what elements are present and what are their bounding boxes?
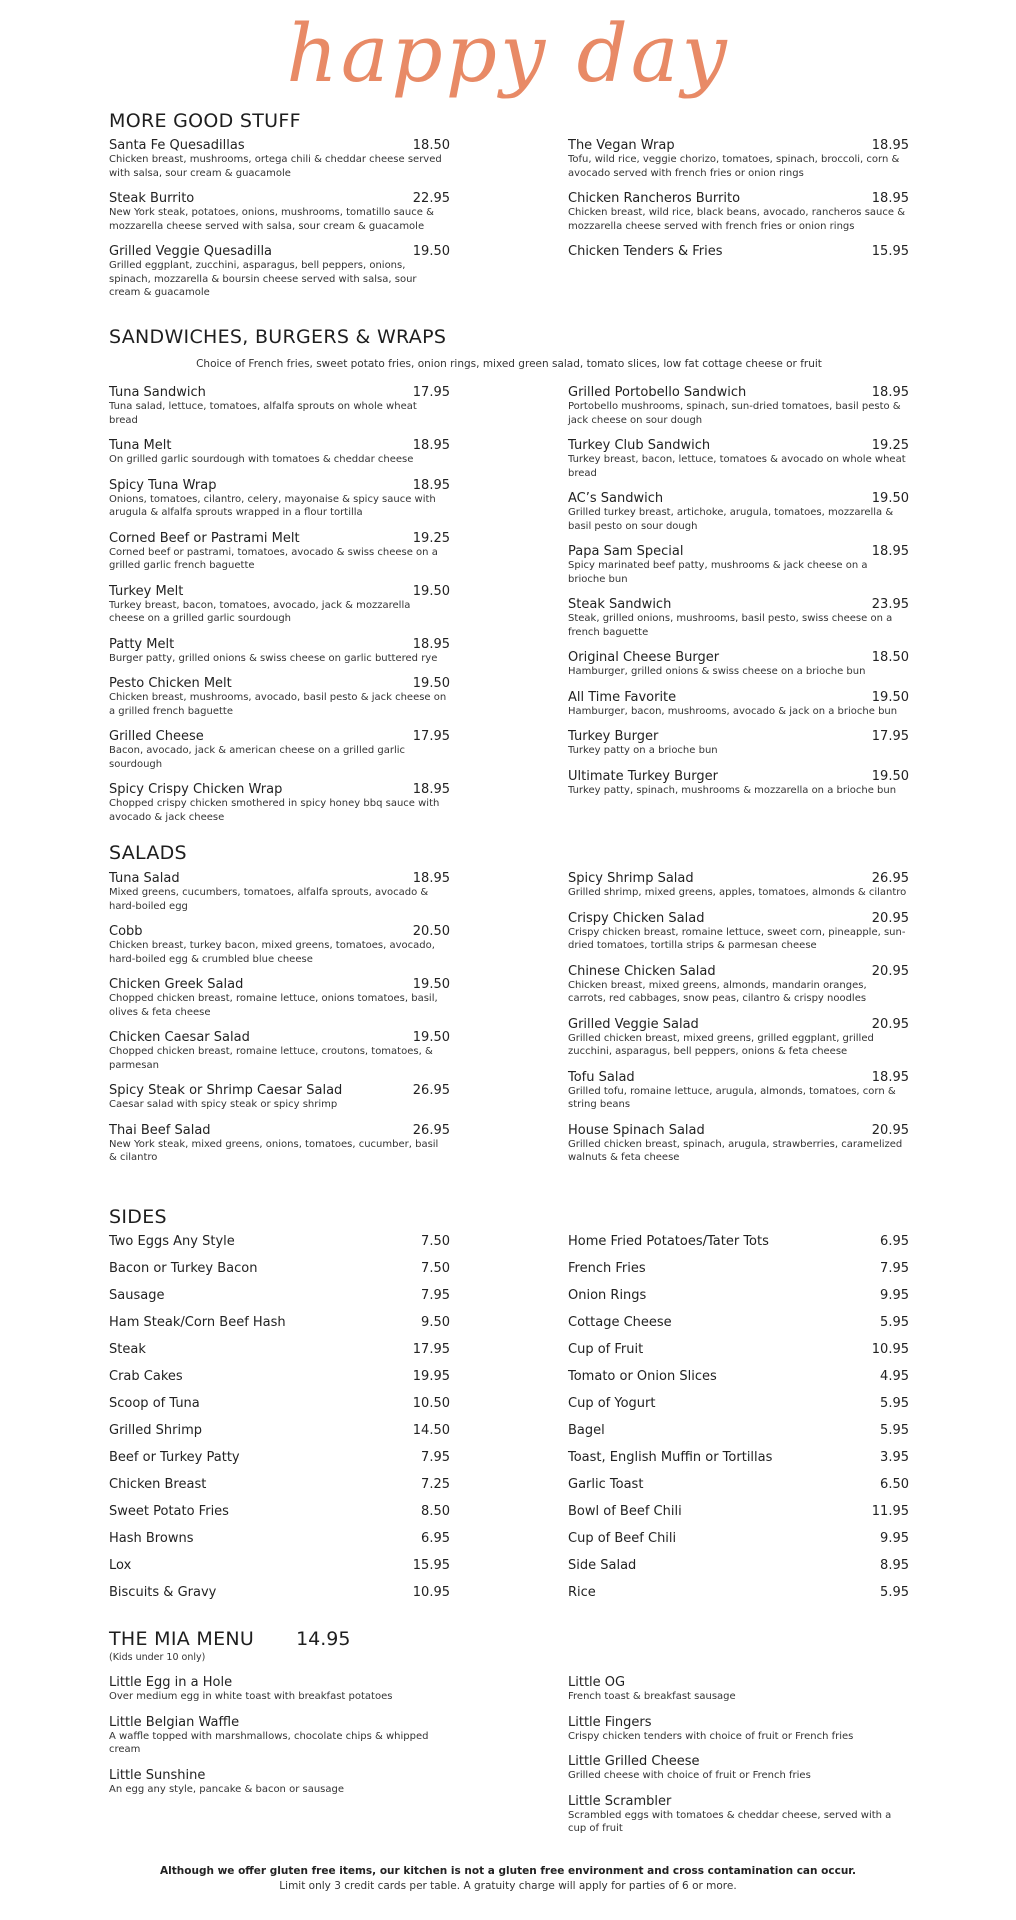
- item-price: 20.50: [412, 924, 450, 939]
- side-item: [568, 1531, 909, 1558]
- item-name: Onion Rings: [568, 1288, 647, 1303]
- side-item: [109, 1369, 450, 1396]
- item-name: Toast, English Muffin or Tortillas: [568, 1450, 773, 1465]
- item-description: Mixed greens, cucumbers, tomatoes, alfalfa sprouts, avocado & hard-boiled egg: [109, 887, 429, 912]
- menu-item: [109, 676, 450, 718]
- item-price: 11.95: [871, 1504, 909, 1519]
- item-name: Cup of Yogurt: [568, 1396, 656, 1411]
- item-description: Grilled turkey breast, artichoke, arugula, tomatoes, mozzarella & basil pesto on sour dough: [568, 507, 894, 532]
- item-name: Bowl of Beef Chili: [568, 1504, 682, 1519]
- mia-menu-subtitle: (Kids under 10 only): [109, 1652, 206, 1663]
- item-price: 10.95: [412, 1585, 450, 1600]
- item-description: Crispy chicken breast, romaine lettuce, sweet corn, pineapple, sun-dried tomatoes, tortilla strips & parmesan cheese: [568, 926, 906, 951]
- side-item: [568, 1450, 909, 1477]
- item-name: Grilled Veggie Quesadilla: [109, 244, 273, 259]
- side-item: [568, 1504, 909, 1531]
- menu-item: [109, 1768, 450, 1797]
- menu-item: [109, 782, 450, 824]
- item-price: 8.50: [421, 1504, 450, 1519]
- item-description: Chicken breast, wild rice, black beans, avocado, rancheros sauce & mozzarella cheese served with french fries or onion rings: [568, 207, 906, 232]
- item-description: Chopped crispy chicken smothered in spicy honey bbq sauce with avocado & jack cheese: [109, 798, 440, 823]
- item-price: 7.50: [421, 1234, 450, 1249]
- item-price: 19.25: [871, 438, 909, 453]
- side-item: [568, 1288, 909, 1315]
- item-description: On grilled garlic sourdough with tomatoes & cheddar cheese: [109, 454, 414, 465]
- item-description: Chopped chicken breast, romaine lettuce, croutons, tomatoes, & parmesan: [109, 1046, 433, 1071]
- menu-item: [568, 1715, 909, 1744]
- item-description: Chicken breast, mixed greens, almonds, mandarin oranges, carrots, red cabbages, snow peas, cilantro & crispy noodles: [568, 979, 867, 1004]
- item-price: 8.95: [880, 1558, 909, 1573]
- item-price: 18.95: [412, 636, 450, 652]
- item-price: 14.50: [412, 1423, 450, 1438]
- mia-menu-left-column: [109, 1675, 450, 1836]
- menu-item: [568, 385, 909, 427]
- item-price: 20.95: [871, 1122, 909, 1138]
- menu-item: [109, 1123, 450, 1165]
- mia-menu-right-column: [568, 1675, 909, 1836]
- menu-item: [568, 964, 909, 1006]
- item-name: Grilled Cheese: [109, 729, 204, 744]
- menu-item: [109, 729, 450, 771]
- gluten-notice: Although we offer gluten free items, our kitchen is not a gluten free environment and cross contamination can occur.: [160, 1865, 856, 1877]
- mia-menu-section: [109, 1628, 909, 1836]
- side-item: [568, 1396, 909, 1423]
- item-name: Cobb: [109, 924, 143, 939]
- item-name: Little Egg in a Hole: [109, 1675, 233, 1690]
- mia-menu-price: 14.95: [296, 1628, 351, 1650]
- item-price: 18.95: [412, 438, 450, 453]
- item-description: Hamburger, bacon, mushrooms, avocado & jack on a brioche bun: [568, 705, 898, 717]
- item-name: All Time Favorite: [568, 689, 677, 705]
- item-name: Corned Beef or Pastrami Melt: [109, 530, 300, 546]
- sandwiches-left-column: [109, 385, 450, 824]
- item-name: Two Eggs Any Style: [109, 1234, 235, 1249]
- section-title: MORE GOOD STUFF: [109, 110, 301, 132]
- item-description: Tofu, wild rice, veggie chorizo, tomatoes, spinach, broccoli, corn & avocado served with french fries or onion rings: [568, 154, 900, 179]
- item-price: 9.95: [880, 1288, 909, 1303]
- item-name: Steak Burrito: [109, 191, 195, 206]
- menu-item: [109, 1675, 450, 1704]
- item-name: Chicken Rancheros Burrito: [568, 191, 741, 206]
- item-price: 20.95: [871, 910, 909, 926]
- menu-item: [568, 1017, 909, 1059]
- side-item: [109, 1558, 450, 1585]
- item-description: French toast & breakfast sausage: [568, 1691, 736, 1702]
- item-price: 4.95: [880, 1369, 909, 1384]
- section-title: SALADS: [109, 842, 187, 864]
- item-name: Chicken Caesar Salad: [109, 1030, 250, 1045]
- side-item: [109, 1585, 450, 1612]
- item-name: Grilled Portobello Sandwich: [568, 385, 747, 400]
- item-price: 5.95: [880, 1396, 909, 1411]
- brand-logo: happy day: [286, 7, 730, 100]
- item-name: Beef or Turkey Patty: [109, 1450, 240, 1465]
- side-item: [109, 1261, 450, 1288]
- item-name: Tuna Sandwich: [109, 385, 206, 400]
- menu-item: [568, 138, 909, 180]
- item-description: Over medium egg in white toast with breakfast potatoes: [109, 1691, 393, 1702]
- item-name: Chicken Tenders & Fries: [568, 244, 723, 259]
- item-price: 19.95: [412, 1369, 450, 1384]
- section-note: Choice of French fries, sweet potato fries, onion rings, mixed green salad, tomato slices, low fat cottage cheese or fruit: [196, 358, 822, 370]
- item-price: 3.95: [880, 1450, 909, 1465]
- menu-item: [568, 729, 909, 758]
- section-title: SIDES: [109, 1206, 167, 1228]
- menu-item: [568, 244, 909, 259]
- item-price: 18.95: [871, 1069, 909, 1085]
- item-description: Grilled eggplant, zucchini, asparagus, bell peppers, onions, spinach, mozzarella & boursin cheese served with salsa, sour cream & guacamole: [109, 260, 417, 298]
- item-name: Chicken Greek Salad: [109, 977, 244, 992]
- side-item: [109, 1531, 450, 1558]
- menu-item: [568, 911, 909, 953]
- item-description: Grilled tofu, romaine lettuce, arugula, almonds, tomatoes, corn & string beans: [568, 1085, 896, 1110]
- item-description: Grilled cheese with choice of fruit or French fries: [568, 1770, 811, 1781]
- item-description: Tuna salad, lettuce, tomatoes, alfalfa sprouts on whole wheat bread: [109, 401, 417, 426]
- side-item: [568, 1369, 909, 1396]
- item-price: 18.50: [412, 138, 450, 153]
- item-name: Little Belgian Waffle: [109, 1714, 240, 1730]
- item-description: Portobello mushrooms, spinach, sun-dried tomatoes, basil pesto & jack cheese on sour dough: [568, 401, 901, 426]
- sandwiches-right-column: [568, 385, 909, 824]
- more-good-stuff-section: [109, 110, 909, 300]
- menu-item: [109, 977, 450, 1019]
- item-description: New York steak, potatoes, onions, mushrooms, tomatillo sauce & mozzarella cheese served with salsa, sour cream & guacamole: [109, 207, 434, 232]
- item-name: Side Salad: [568, 1558, 637, 1573]
- item-price: 9.95: [880, 1531, 909, 1546]
- item-name: Bagel: [568, 1423, 605, 1438]
- item-price: 18.95: [412, 871, 450, 886]
- item-description: Hamburger, grilled onions & swiss cheese on a brioche bun: [568, 666, 866, 677]
- item-price: 17.95: [412, 729, 450, 744]
- menu-item: [109, 385, 450, 427]
- item-description: Turkey patty, spinach, mushrooms & mozzarella on a brioche bun: [568, 784, 897, 796]
- item-price: 19.50: [871, 689, 909, 705]
- item-price: 7.95: [880, 1261, 909, 1276]
- item-price: 7.50: [421, 1261, 450, 1276]
- item-name: Chinese Chicken Salad: [568, 963, 716, 979]
- item-name: Turkey Burger: [568, 729, 659, 744]
- menu-item: [109, 1083, 450, 1112]
- item-description: Caesar salad with spicy steak or spicy shrimp: [109, 1099, 338, 1110]
- item-description: Crispy chicken tenders with choice of fruit or French fries: [568, 1730, 854, 1742]
- menu-item: [568, 650, 909, 679]
- item-name: Little Sunshine: [109, 1767, 206, 1783]
- item-name: Ham Steak/Corn Beef Hash: [109, 1315, 286, 1330]
- side-item: [109, 1477, 450, 1504]
- item-name: AC’s Sandwich: [568, 491, 664, 506]
- item-name: Sweet Potato Fries: [109, 1504, 229, 1519]
- side-item: [568, 1423, 909, 1450]
- item-description: Turkey breast, bacon, lettuce, tomatoes & avocado on whole wheat bread: [568, 454, 906, 479]
- item-name: Tuna Salad: [109, 871, 180, 886]
- item-name: Sausage: [109, 1288, 165, 1303]
- item-price: 18.95: [871, 544, 909, 559]
- item-name: Little Grilled Cheese: [568, 1754, 700, 1769]
- side-item: [568, 1342, 909, 1369]
- menu-item: [109, 1030, 450, 1072]
- item-description: Corned beef or pastrami, tomatoes, avocado & swiss cheese on a grilled garlic french baguette: [109, 546, 438, 571]
- item-name: Hash Browns: [109, 1531, 194, 1546]
- item-price: 17.95: [412, 385, 450, 400]
- item-name: Thai Beef Salad: [109, 1122, 211, 1138]
- footer: [0, 1864, 1016, 1894]
- table-policy: Limit only 3 credit cards per table. A gratuity charge will apply for parties of 6 or more.: [279, 1880, 737, 1892]
- item-name: Chicken Breast: [109, 1477, 207, 1492]
- menu-item: [568, 491, 909, 533]
- side-item: [109, 1342, 450, 1369]
- side-item: [109, 1450, 450, 1477]
- item-price: 19.25: [412, 530, 450, 546]
- menu-item: [568, 871, 909, 900]
- side-item: [568, 1477, 909, 1504]
- item-price: 19.50: [412, 244, 450, 259]
- menu-item: [109, 138, 450, 180]
- item-name: Turkey Melt: [109, 583, 184, 599]
- item-name: Tomato or Onion Slices: [568, 1369, 717, 1384]
- menu-item: [568, 597, 909, 639]
- menu-item: [109, 1715, 450, 1757]
- item-price: 5.95: [880, 1585, 909, 1600]
- item-name: Spicy Tuna Wrap: [109, 477, 217, 493]
- menu-item: [568, 769, 909, 798]
- menu-item: [109, 191, 450, 233]
- menu-item: [109, 531, 450, 573]
- item-name: Grilled Shrimp: [109, 1423, 202, 1438]
- side-item: [568, 1234, 909, 1261]
- item-name: Garlic Toast: [568, 1477, 644, 1492]
- item-price: 15.95: [871, 244, 909, 259]
- sides-right-column: [568, 1234, 909, 1612]
- item-price: 19.50: [412, 583, 450, 599]
- section-title: THE MIA MENU: [109, 1628, 255, 1650]
- item-name: Little Scrambler: [568, 1793, 672, 1809]
- item-price: 6.95: [880, 1234, 909, 1249]
- item-description: Onions, tomatoes, cilantro, celery, mayonaise & spicy sauce with arugula & alfalfa sprouts wrapped in a flour tortilla: [109, 493, 436, 518]
- item-name: Lox: [109, 1558, 132, 1573]
- item-name: Cottage Cheese: [568, 1315, 672, 1330]
- item-price: 7.25: [421, 1477, 450, 1492]
- item-description: Grilled chicken breast, mixed greens, grilled eggplant, grilled zucchini, asparagus, bell peppers, onions & feta cheese: [568, 1032, 874, 1057]
- item-price: 26.95: [871, 871, 909, 886]
- menu-item: [568, 690, 909, 719]
- menu-item: [109, 244, 450, 300]
- item-price: 9.50: [421, 1315, 450, 1330]
- item-price: 18.95: [871, 191, 909, 206]
- menu-item: [109, 871, 450, 913]
- item-price: 18.95: [871, 138, 909, 153]
- item-price: 19.50: [412, 676, 450, 691]
- item-description: Spicy marinated beef patty, mushrooms & jack cheese on a brioche bun: [568, 560, 868, 585]
- sandwiches-section: [109, 326, 909, 824]
- item-name: Grilled Veggie Salad: [568, 1016, 699, 1032]
- item-name: House Spinach Salad: [568, 1122, 705, 1138]
- item-price: 6.95: [421, 1531, 450, 1546]
- menu-item: [568, 438, 909, 480]
- item-name: Biscuits & Gravy: [109, 1585, 217, 1600]
- item-description: Chicken breast, turkey bacon, mixed greens, tomatoes, avocado, hard-boiled egg & crumbled blue cheese: [109, 940, 435, 965]
- item-price: 18.95: [412, 782, 450, 797]
- item-price: 19.50: [871, 491, 909, 506]
- menu-item: [568, 1070, 909, 1112]
- item-description: Turkey patty on a brioche bun: [568, 745, 718, 756]
- item-price: 17.95: [412, 1342, 450, 1357]
- side-item: [109, 1504, 450, 1531]
- item-price: 5.95: [880, 1315, 909, 1330]
- item-name: Tofu Salad: [568, 1069, 635, 1085]
- side-item: [568, 1558, 909, 1585]
- item-name: Rice: [568, 1585, 596, 1600]
- item-name: Steak: [109, 1342, 146, 1357]
- item-description: Turkey breast, bacon, tomatoes, avocado, jack & mozzarella cheese on a grilled garlic sourdough: [109, 599, 411, 624]
- item-description: An egg any style, pancake & bacon or sausage: [109, 1783, 344, 1795]
- menu-item: [568, 1123, 909, 1165]
- menu-item: [109, 584, 450, 626]
- menu-item: [109, 924, 450, 966]
- item-name: Ultimate Turkey Burger: [568, 768, 719, 784]
- item-price: 10.50: [412, 1396, 450, 1411]
- item-price: 19.50: [412, 1030, 450, 1045]
- section-title: SANDWICHES, BURGERS & WRAPS: [109, 326, 447, 348]
- side-item: [109, 1396, 450, 1423]
- item-name: Santa Fe Quesadillas: [109, 138, 245, 153]
- item-description: Chicken breast, mushrooms, ortega chili & cheddar cheese served with salsa, sour cream & guacamole: [109, 154, 442, 179]
- item-name: Scoop of Tuna: [109, 1396, 200, 1411]
- item-price: 5.95: [880, 1423, 909, 1438]
- item-price: 18.50: [871, 650, 909, 665]
- item-name: Spicy Steak or Shrimp Caesar Salad: [109, 1083, 343, 1098]
- more-good-stuff-left-column: [109, 138, 450, 300]
- item-price: 26.95: [412, 1083, 450, 1098]
- menu-item: [109, 438, 450, 467]
- item-name: Little Fingers: [568, 1714, 652, 1730]
- item-name: Steak Sandwich: [568, 597, 672, 612]
- side-item: [568, 1315, 909, 1342]
- item-name: French Fries: [568, 1261, 646, 1276]
- menu-item: [109, 637, 450, 666]
- item-description: New York steak, mixed greens, onions, tomatoes, cucumber, basil & cilantro: [109, 1138, 439, 1163]
- item-name: Spicy Shrimp Salad: [568, 871, 694, 886]
- side-item: [568, 1261, 909, 1288]
- item-price: 18.95: [871, 385, 909, 400]
- menu-item: [568, 191, 909, 233]
- item-price: 17.95: [871, 729, 909, 744]
- item-price: 23.95: [871, 597, 909, 612]
- item-name: Bacon or Turkey Bacon: [109, 1261, 258, 1276]
- menu-item: [568, 1675, 909, 1704]
- item-name: Cup of Fruit: [568, 1342, 644, 1357]
- item-name: Patty Melt: [109, 636, 175, 652]
- item-name: Home Fried Potatoes/Tater Tots: [568, 1234, 769, 1249]
- salads-right-column: [568, 871, 909, 1165]
- item-description: Burger patty, grilled onions & swiss cheese on garlic buttered rye: [109, 652, 438, 664]
- item-price: 6.50: [880, 1477, 909, 1492]
- item-price: 7.95: [421, 1288, 450, 1303]
- item-price: 20.95: [871, 963, 909, 979]
- item-name: Original Cheese Burger: [568, 650, 720, 665]
- menu-item: [568, 1794, 909, 1836]
- item-price: 7.95: [421, 1450, 450, 1465]
- item-description: Chicken breast, mushrooms, avocado, basil pesto & jack cheese on a grilled french baguette: [109, 692, 447, 717]
- menu-item: [568, 544, 909, 586]
- side-item: [109, 1423, 450, 1450]
- item-name: Crispy Chicken Salad: [568, 910, 705, 926]
- side-item: [109, 1234, 450, 1261]
- item-description: Steak, grilled onions, mushrooms, basil pesto, swiss cheese on a french baguette: [568, 613, 893, 638]
- item-name: The Vegan Wrap: [568, 138, 675, 153]
- item-price: 10.95: [871, 1342, 909, 1357]
- item-name: Tuna Melt: [109, 438, 172, 453]
- item-price: 20.95: [871, 1016, 909, 1032]
- side-item: [109, 1288, 450, 1315]
- sides-section: [109, 1206, 909, 1612]
- salads-section: [109, 842, 909, 1165]
- item-price: 26.95: [412, 1122, 450, 1138]
- side-item: [568, 1585, 909, 1612]
- item-price: 19.50: [871, 768, 909, 784]
- item-name: Papa Sam Special: [568, 544, 684, 559]
- menu-item: [109, 478, 450, 520]
- more-good-stuff-right-column: [568, 138, 909, 300]
- item-price: 22.95: [412, 191, 450, 206]
- item-price: 19.50: [412, 977, 450, 992]
- menu-item: [568, 1754, 909, 1783]
- item-description: A waffle topped with marshmallows, chocolate chips & whipped cream: [109, 1730, 429, 1755]
- item-price: 18.95: [412, 477, 450, 493]
- item-name: Spicy Crispy Chicken Wrap: [109, 782, 283, 797]
- item-description: Scrambled eggs with tomatoes & cheddar cheese, served with a cup of fruit: [568, 1809, 892, 1834]
- item-description: Grilled shrimp, mixed greens, apples, tomatoes, almonds & cilantro: [568, 887, 907, 898]
- item-name: Crab Cakes: [109, 1369, 183, 1384]
- item-name: Turkey Club Sandwich: [568, 438, 711, 453]
- side-item: [109, 1315, 450, 1342]
- item-name: Pesto Chicken Melt: [109, 676, 232, 691]
- item-price: 15.95: [412, 1558, 450, 1573]
- item-description: Grilled chicken breast, spinach, arugula, strawberries, caramelized walnuts & feta cheese: [568, 1138, 903, 1163]
- salads-left-column: [109, 871, 450, 1165]
- item-description: Chopped chicken breast, romaine lettuce, onions tomatoes, basil, olives & feta cheese: [109, 993, 438, 1018]
- item-name: Little OG: [568, 1675, 626, 1690]
- item-name: Cup of Beef Chili: [568, 1531, 677, 1546]
- item-description: Bacon, avocado, jack & american cheese on a grilled garlic sourdough: [109, 745, 406, 770]
- sides-left-column: [109, 1234, 450, 1612]
